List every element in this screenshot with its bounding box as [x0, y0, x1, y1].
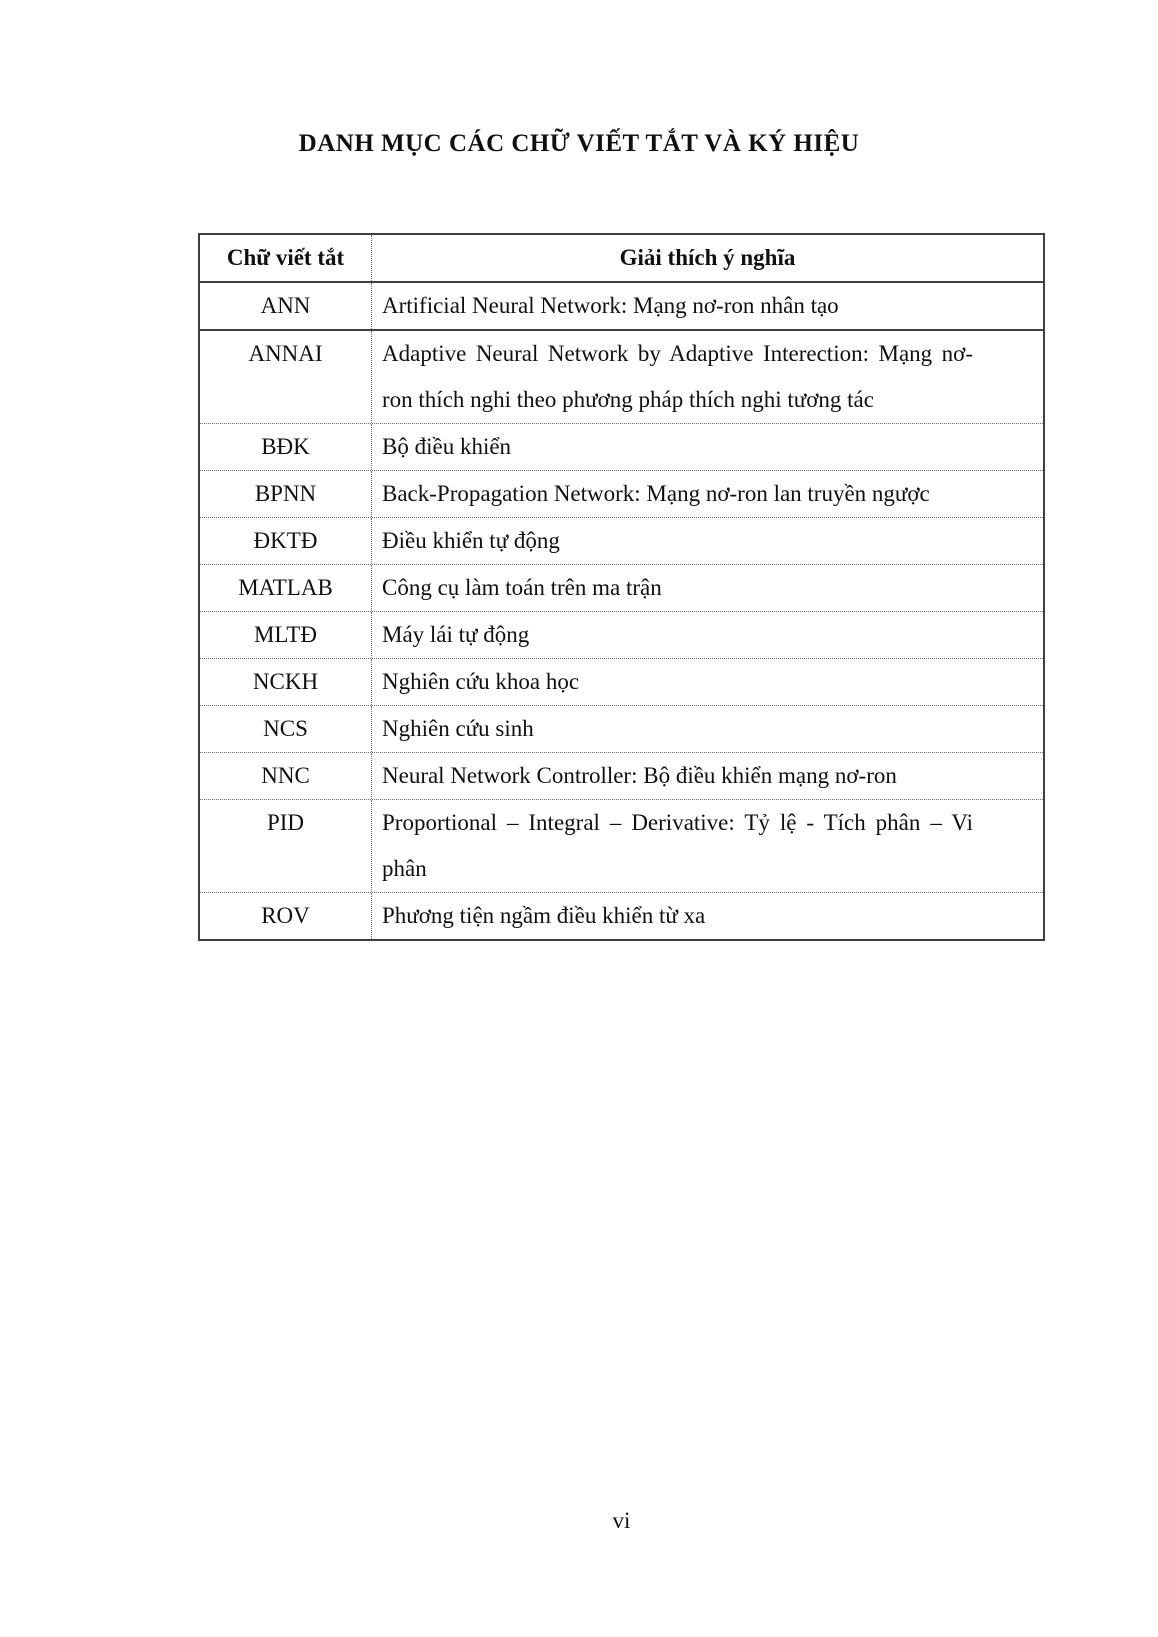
meaning-cell: Máy lái tự động	[382, 622, 530, 647]
table-row	[200, 329, 1043, 423]
meaning-cell: Back-Propagation Network: Mạng nơ-ron lan truyền ngược	[382, 481, 930, 506]
abbr-cell: NCS	[200, 706, 372, 752]
meaning-cell: Điều khiển tự động	[382, 528, 560, 553]
abbr-cell: BĐK	[200, 424, 372, 470]
meaning-cell: Nghiên cứu khoa học	[382, 669, 580, 694]
table-row	[200, 892, 1043, 939]
meaning-cell: Adaptive Neural Network by Adaptive Interection: Mạng nơ-ron thích nghi theo phương pháp thích nghi tương tác	[382, 341, 973, 412]
table-row	[200, 281, 1043, 329]
meaning-cell: Nghiên cứu sinh	[382, 716, 534, 741]
table-row	[200, 423, 1043, 470]
page-number: vi	[612, 1508, 631, 1533]
abbr-cell: NCKH	[200, 659, 372, 705]
abbr-cell: BPNN	[200, 471, 372, 517]
header-meaning: Giải thích ý nghĩa	[619, 245, 796, 270]
table-row	[200, 564, 1043, 611]
page-title: DANH MỤC CÁC CHỮ VIẾT TẮT VÀ KÝ HIỆU	[298, 130, 860, 157]
table-row	[200, 470, 1043, 517]
meaning-cell: Bộ điều khiển	[382, 434, 512, 459]
abbr-cell: MATLAB	[200, 565, 372, 611]
abbr-cell: NNC	[200, 753, 372, 799]
meaning-cell: Artificial Neural Network: Mạng nơ-ron nhân tạo	[382, 293, 839, 318]
table-row	[200, 752, 1043, 799]
abbr-cell: PID	[200, 800, 372, 892]
meaning-cell: Phương tiện ngầm điều khiển từ xa	[382, 903, 706, 928]
table-row	[200, 658, 1043, 705]
abbr-cell: ANN	[200, 283, 372, 329]
abbreviations-table	[198, 233, 1045, 941]
table-row	[200, 799, 1043, 892]
table-row	[200, 705, 1043, 752]
abbr-cell: MLTĐ	[200, 612, 372, 658]
table-row	[200, 517, 1043, 564]
meaning-cell: Công cụ làm toán trên ma trận	[382, 575, 662, 600]
table-row	[200, 611, 1043, 658]
meaning-cell: Proportional – Integral – Derivative: Tỷ lệ - Tích phân – Vi phân	[382, 810, 973, 881]
abbr-cell: ROV	[200, 893, 372, 939]
header-abbreviation: Chữ viết tắt	[200, 235, 372, 281]
meaning-cell: Neural Network Controller: Bộ điều khiển mạng nơ-ron	[382, 763, 897, 788]
table-header-row	[200, 235, 1043, 281]
abbr-cell: ĐKTĐ	[200, 518, 372, 564]
abbr-cell: ANNAI	[200, 331, 372, 423]
